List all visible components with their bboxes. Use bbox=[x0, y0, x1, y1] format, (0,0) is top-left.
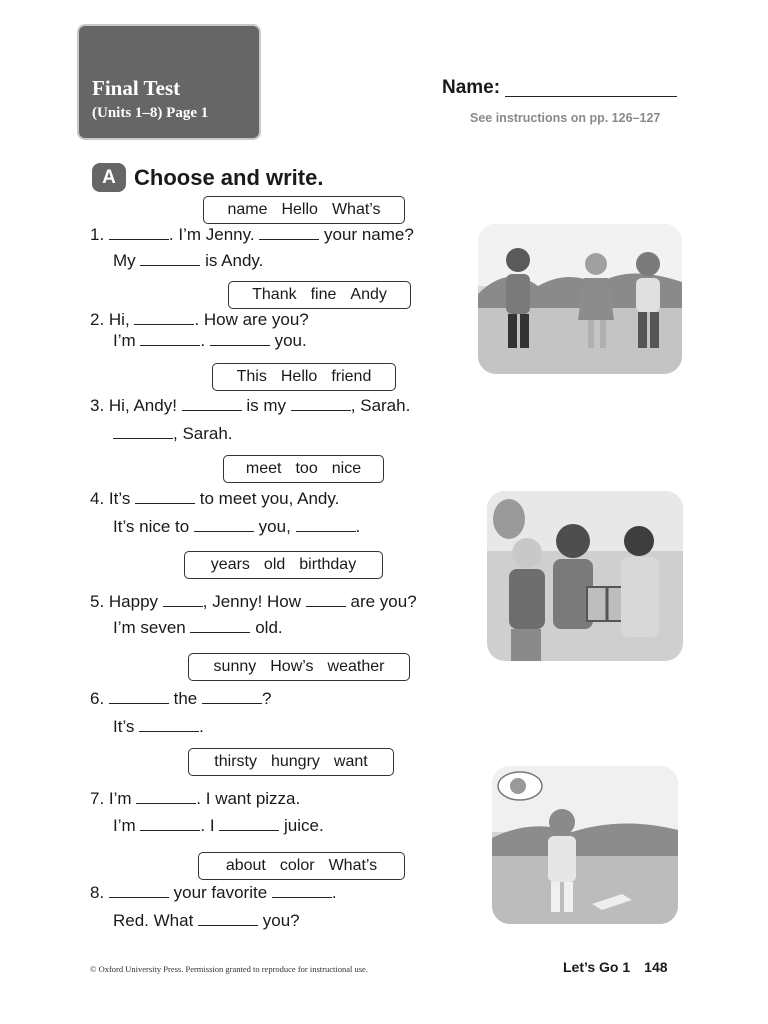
word-bank-word: This bbox=[236, 368, 267, 385]
page-number: 148 bbox=[644, 959, 668, 975]
copyright-notice: © Oxford University Press. Permission granted to reproduce for instructional use. bbox=[90, 964, 368, 974]
answer-blank[interactable] bbox=[163, 591, 203, 607]
question-text: It’s nice to bbox=[113, 517, 194, 536]
word-bank-word: birthday bbox=[299, 556, 357, 573]
question-5-first-line bbox=[90, 591, 417, 612]
question-text: . I’m Jenny. bbox=[168, 225, 260, 244]
question-text: , Jenny! How bbox=[202, 592, 306, 611]
question-text: 3. Hi, Andy! bbox=[90, 396, 182, 415]
answer-blank[interactable] bbox=[135, 488, 195, 504]
book-title: Let’s Go 1 bbox=[563, 959, 631, 975]
question-text: Red. What bbox=[113, 911, 199, 930]
answer-blank[interactable] bbox=[109, 224, 169, 240]
name-blank[interactable] bbox=[505, 96, 677, 97]
word-bank-word: want bbox=[333, 753, 368, 770]
question-text: 2. Hi, bbox=[90, 310, 135, 329]
question-text: I’m bbox=[113, 331, 141, 350]
question-text: ? bbox=[262, 689, 272, 708]
question-text: . I want pizza. bbox=[196, 789, 301, 808]
answer-blank[interactable] bbox=[219, 815, 279, 831]
answer-blank[interactable] bbox=[190, 617, 250, 633]
question-text: to meet you, Andy. bbox=[195, 489, 340, 508]
question-1-first-line bbox=[90, 224, 414, 245]
hungry-girl-illustration bbox=[492, 766, 678, 924]
word-bank-word: meet bbox=[245, 460, 282, 477]
word-bank-word: hungry bbox=[270, 753, 320, 770]
answer-blank[interactable] bbox=[113, 423, 173, 439]
test-title-box bbox=[77, 24, 261, 140]
name-label: Name: bbox=[442, 77, 501, 98]
answer-blank[interactable] bbox=[306, 591, 346, 607]
word-bank-word: thirsty bbox=[214, 753, 257, 770]
question-4-second-line bbox=[113, 516, 360, 537]
word-bank-word: fine bbox=[310, 286, 337, 303]
greeting-children-illustration bbox=[478, 224, 682, 374]
question-text: the bbox=[168, 689, 202, 708]
question-8-second-line bbox=[113, 910, 300, 931]
question-text: you, bbox=[253, 517, 296, 536]
birthday-party-illustration bbox=[487, 491, 683, 661]
question-text: . bbox=[200, 331, 210, 350]
instructions-note: See instructions on pp. 126–127 bbox=[470, 111, 661, 125]
word-bank-3 bbox=[212, 363, 396, 391]
question-4-first-line bbox=[90, 488, 339, 509]
word-bank-word: weather bbox=[327, 658, 385, 675]
word-bank-word: What’s bbox=[328, 857, 378, 874]
answer-blank[interactable] bbox=[198, 910, 258, 926]
word-bank-word: friend bbox=[331, 368, 372, 385]
question-text: 8. bbox=[90, 883, 109, 902]
answer-blank[interactable] bbox=[109, 688, 169, 704]
answer-blank[interactable] bbox=[296, 516, 356, 532]
word-bank-word: color bbox=[279, 857, 315, 874]
question-text: you? bbox=[258, 911, 300, 930]
question-text: is Andy. bbox=[200, 251, 264, 270]
question-5-second-line bbox=[113, 617, 283, 638]
page-footer bbox=[563, 959, 668, 975]
question-text: . bbox=[355, 517, 361, 536]
answer-blank[interactable] bbox=[272, 882, 332, 898]
word-bank-word: about bbox=[225, 857, 266, 874]
question-text: is my bbox=[241, 396, 291, 415]
test-title: Final Test bbox=[92, 76, 181, 100]
question-text: . bbox=[331, 883, 337, 902]
question-text: 5. Happy bbox=[90, 592, 163, 611]
answer-blank[interactable] bbox=[182, 395, 242, 411]
answer-blank[interactable] bbox=[140, 330, 200, 346]
question-text: I’m bbox=[113, 816, 141, 835]
question-text: are you? bbox=[345, 592, 417, 611]
word-bank-word: nice bbox=[331, 460, 362, 477]
question-text: . bbox=[199, 717, 204, 736]
word-bank-word: How’s bbox=[270, 658, 314, 675]
test-subtitle: (Units 1–8) Page 1 bbox=[92, 105, 209, 121]
question-text: I’m seven bbox=[113, 618, 191, 637]
question-3-second-line bbox=[113, 423, 233, 444]
word-bank-word: sunny bbox=[213, 658, 257, 675]
question-text: you. bbox=[269, 331, 307, 350]
answer-blank[interactable] bbox=[109, 882, 169, 898]
question-3-first-line bbox=[90, 395, 410, 416]
question-text: 7. I’m bbox=[90, 789, 137, 808]
question-text: . I bbox=[200, 816, 220, 835]
word-bank-word: Andy bbox=[350, 286, 387, 303]
answer-blank[interactable] bbox=[140, 250, 200, 266]
question-text: My bbox=[113, 251, 141, 270]
question-8-first-line bbox=[90, 882, 337, 903]
word-bank-4 bbox=[223, 455, 384, 483]
section-title: Choose and write. bbox=[134, 165, 324, 190]
word-bank-1 bbox=[203, 196, 405, 224]
question-text: 1. bbox=[90, 225, 109, 244]
question-text: 6. bbox=[90, 689, 109, 708]
answer-blank[interactable] bbox=[202, 688, 262, 704]
word-bank-word: Hello bbox=[280, 368, 318, 385]
question-text: It’s bbox=[113, 717, 140, 736]
answer-blank[interactable] bbox=[136, 788, 196, 804]
word-bank-word: What’s bbox=[331, 201, 381, 218]
answer-blank[interactable] bbox=[210, 330, 270, 346]
word-bank-word: Hello bbox=[281, 201, 318, 218]
answer-blank[interactable] bbox=[134, 309, 194, 325]
word-bank-5 bbox=[184, 551, 383, 579]
question-1-second-line bbox=[113, 250, 263, 271]
question-text: , Sarah. bbox=[173, 424, 233, 443]
question-6-first-line bbox=[90, 688, 271, 709]
word-bank-word: years bbox=[210, 556, 250, 573]
section-badge: A bbox=[92, 163, 126, 192]
question-7-first-line bbox=[90, 788, 300, 809]
answer-blank[interactable] bbox=[139, 716, 199, 732]
word-bank-6 bbox=[188, 653, 410, 681]
question-7-second-line bbox=[113, 815, 324, 836]
question-6-second-line bbox=[113, 716, 204, 737]
word-bank-word: Thank bbox=[252, 286, 297, 303]
question-text: your name? bbox=[319, 225, 414, 244]
question-text: , Sarah. bbox=[350, 396, 411, 415]
word-bank-word: too bbox=[295, 460, 318, 477]
word-bank-word: old bbox=[263, 556, 286, 573]
question-text: old. bbox=[250, 618, 283, 637]
word-bank-2 bbox=[228, 281, 411, 309]
answer-blank[interactable] bbox=[140, 815, 200, 831]
word-bank-word: name bbox=[227, 201, 268, 218]
question-text: 4. It’s bbox=[90, 489, 136, 508]
answer-blank[interactable] bbox=[291, 395, 351, 411]
question-text: . How are you? bbox=[194, 310, 309, 329]
question-2-second-line bbox=[113, 330, 307, 351]
word-bank-8 bbox=[198, 852, 405, 880]
answer-blank[interactable] bbox=[259, 224, 319, 240]
answer-blank[interactable] bbox=[194, 516, 254, 532]
question-text: your favorite bbox=[168, 883, 272, 902]
question-2-first-line bbox=[90, 309, 309, 330]
question-text: juice. bbox=[279, 816, 324, 835]
word-bank-7 bbox=[188, 748, 394, 776]
